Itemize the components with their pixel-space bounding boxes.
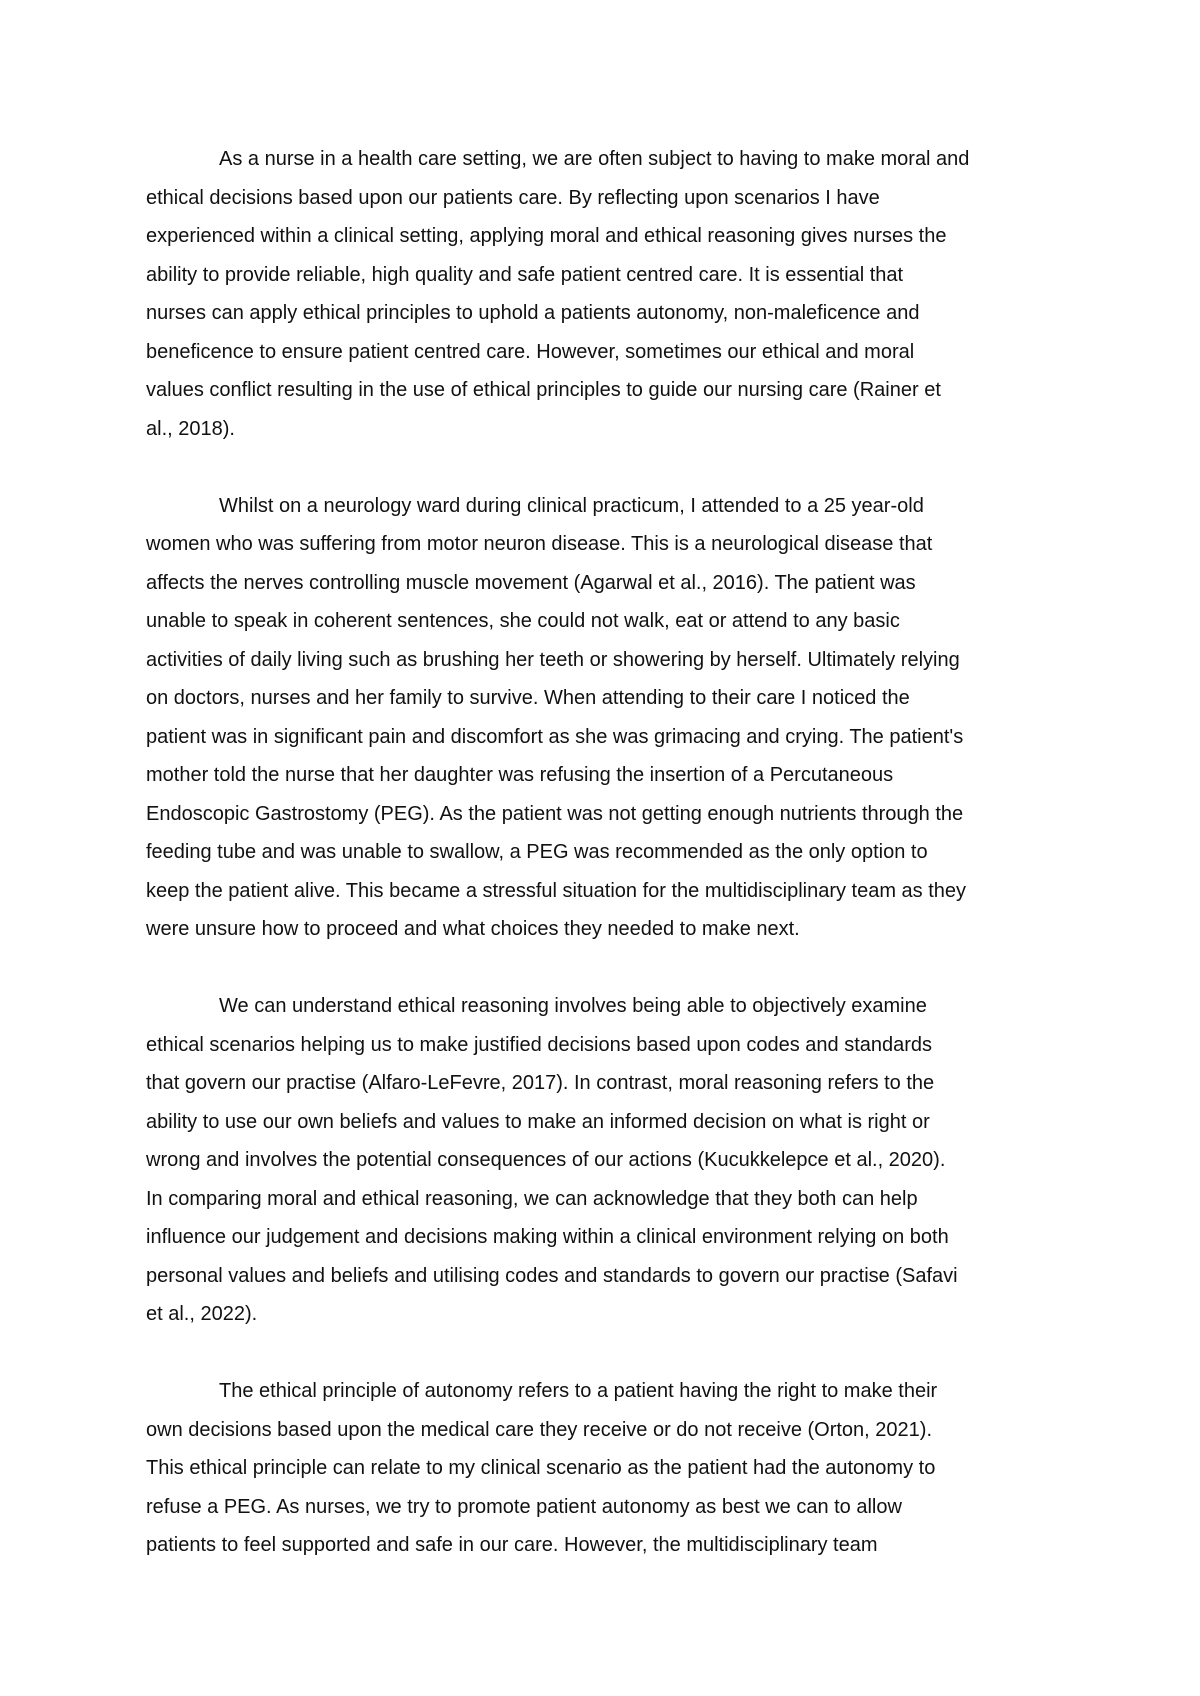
paragraph-line: In comparing moral and ethical reasoning, we can acknowledge that they both can help xyxy=(146,1187,918,1210)
paragraph-line: This ethical principle can relate to my clinical scenario as the patient had the autonomy to xyxy=(146,1457,936,1479)
paragraph-2 xyxy=(146,487,1060,949)
paragraph-line: on doctors, nurses and her family to survive. When attending to their care I noticed the xyxy=(146,687,910,709)
paragraph-line: personal values and beliefs and utilising codes and standards to govern our practise (Safavi xyxy=(146,1264,958,1287)
paragraph-line: Endoscopic Gastrostomy (PEG). As the patient was not getting enough nutrients through the xyxy=(146,802,964,825)
paragraph-line: influence our judgement and decisions making within a clinical environment relying on both xyxy=(146,1226,949,1248)
paragraph-line: nurses can apply ethical principles to uphold a patients autonomy, non-maleficence and xyxy=(146,302,920,324)
paragraph-line: values conflict resulting in the use of ethical principles to guide our nursing care (Rainer et xyxy=(146,379,941,401)
paragraph-line: ability to use our own beliefs and values to make an informed decision on what is right or xyxy=(146,1110,930,1133)
paragraph-line: feeding tube and was unable to swallow, a PEG was recommended as the only option to xyxy=(146,841,928,863)
paragraph-line: wrong and involves the potential consequences of our actions (Kucukkelepce et al., 2020). xyxy=(146,1149,946,1171)
paragraph-line: that govern our practise (Alfaro-LeFevre, 2017). In contrast, moral reasoning refers to the xyxy=(146,1072,935,1094)
paragraph-line: unable to speak in coherent sentences, she could not walk, eat or attend to any basic xyxy=(146,610,900,632)
paragraph-line: patient was in significant pain and discomfort as she was grimacing and crying. The patient's xyxy=(146,725,964,748)
paragraph-line: We can understand ethical reasoning involves being able to objectively examine xyxy=(219,995,927,1017)
paragraph-line: mother told the nurse that her daughter was refusing the insertion of a Percutaneous xyxy=(146,764,894,786)
paragraph-line: affects the nerves controlling muscle movement (Agarwal et al., 2016). The patient was xyxy=(146,571,916,594)
paragraph-line: were unsure how to proceed and what choices they needed to make next. xyxy=(146,918,800,940)
paragraph-line: et al., 2022). xyxy=(146,1303,258,1325)
paragraph-line: women who was suffering from motor neuron disease. This is a neurological disease that xyxy=(146,533,933,555)
paragraph-line: ability to provide reliable, high quality and safe patient centred care. It is essential that xyxy=(146,263,904,286)
paragraph-line: Whilst on a neurology ward during clinical practicum, I attended to a 25 year-old xyxy=(219,494,924,517)
paragraph-line: activities of daily living such as brushing her teeth or showering by herself. Ultimately relying xyxy=(146,648,960,671)
paragraph-line: beneficence to ensure patient centred care. However, sometimes our ethical and moral xyxy=(146,340,915,363)
paragraph-line: keep the patient alive. This became a stressful situation for the multidisciplinary team as they xyxy=(146,879,967,902)
paragraph-3 xyxy=(146,987,1060,1334)
paragraph-line: The ethical principle of autonomy refers to a patient having the right to make their xyxy=(219,1380,938,1402)
document-body xyxy=(146,140,1060,1603)
paragraph-line: ethical scenarios helping us to make justified decisions based upon codes and standards xyxy=(146,1033,933,1056)
paragraph-line: refuse a PEG. As nurses, we try to promote patient autonomy as best we can to allow xyxy=(146,1495,902,1518)
paragraph-line: own decisions based upon the medical care they receive or do not receive (Orton, 2021). xyxy=(146,1418,932,1441)
paragraph-line: ethical decisions based upon our patients care. By reflecting upon scenarios I have xyxy=(146,186,880,209)
paragraph-line: al., 2018). xyxy=(146,417,235,440)
paragraph-line: As a nurse in a health care setting, we are often subject to having to make moral and xyxy=(219,148,970,170)
paragraph-4 xyxy=(146,1372,1060,1565)
paragraph-1 xyxy=(146,140,1060,448)
paragraph-line: patients to feel supported and safe in our care. However, the multidisciplinary team xyxy=(146,1534,878,1556)
paragraph-line: experienced within a clinical setting, applying moral and ethical reasoning gives nurses the xyxy=(146,225,947,247)
